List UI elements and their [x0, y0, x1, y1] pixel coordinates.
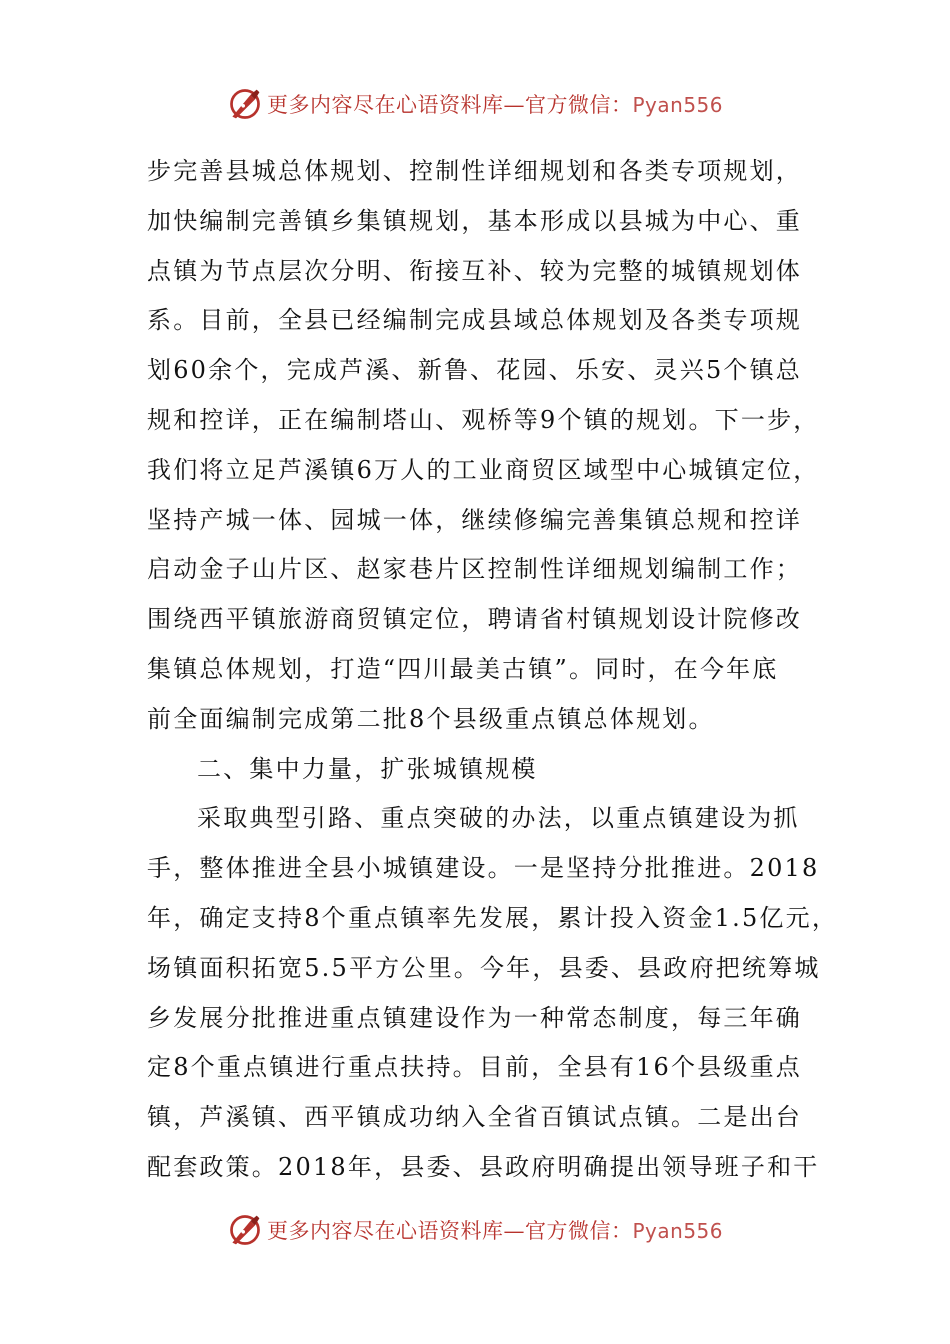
body-line: 规和控详，正在编制塔山、观桥等9个镇的规划。下一步，: [147, 405, 820, 434]
body-line: 点镇为节点层次分明、衔接互补、较为完整的城镇规划体: [147, 256, 802, 285]
section-heading: 二、集中力量，扩张城镇规模: [197, 754, 538, 783]
body-line: 镇，芦溪镇、西平镇成功纳入全省百镇试点镇。二是出台: [147, 1103, 802, 1132]
body-line: 围绕西平镇旅游商贸镇定位，聘请省村镇规划设计院修改: [147, 605, 802, 634]
header-watermark-text: 更多内容尽在心语资料库—官方微信：Pyan556: [266, 93, 723, 117]
body-line: 定8个重点镇进行重点扶持。目前，全县有16个县级重点: [147, 1053, 803, 1082]
body-line: 我们将立足芦溪镇6万人的工业商贸区域型中心城镇定位，: [147, 455, 820, 484]
body-line: 年，确定支持8个重点镇率先发展，累计投入资金1.5亿元，: [147, 903, 839, 932]
body-line: 系。目前，全县已经编制完成县域总体规划及各类专项规: [147, 306, 802, 335]
body-line: 集镇总体规划，打造“四川最美古镇”。同时，在今年底: [147, 654, 779, 683]
body-line: 坚持产城一体、园城一体，继续修编完善集镇总规和控详: [147, 505, 802, 534]
document-body: [147, 147, 839, 1193]
body-line: 划60余个，完成芦溪、新鲁、花园、乐安、灵兴5个镇总: [147, 356, 803, 385]
pen-nib-logo-icon: [227, 1212, 263, 1248]
body-line: 加快编制完善镇乡集镇规划，基本形成以县城为中心、重: [147, 206, 802, 235]
body-line: 场镇面积拓宽5.5平方公里。今年，县委、县政府把统筹城: [147, 953, 821, 982]
body-line: 配套政策。2018年，县委、县政府明确提出领导班子和干: [147, 1152, 820, 1181]
body-line: 前全面编制完成第二批8个县级重点镇总体规划。: [147, 704, 715, 733]
pen-nib-logo-icon: [227, 86, 263, 122]
body-line: 步完善县城总体规划、控制性详细规划和各类专项规划，: [147, 157, 802, 185]
footer-watermark-text: 更多内容尽在心语资料库—官方微信：Pyan556: [266, 1219, 723, 1243]
body-line: 采取典型引路、重点突破的办法，以重点镇建设为抓: [197, 804, 800, 833]
header-watermark: [0, 84, 950, 124]
footer-wechat-id: Pyan556: [632, 1219, 723, 1243]
body-line: 手，整体推进全县小城镇建设。一是坚持分批推进。2018: [147, 854, 820, 883]
footer-watermark: [0, 1210, 950, 1250]
header-wechat-id: Pyan556: [632, 93, 723, 117]
body-line: 启动金子山片区、赵家巷片区控制性详细规划编制工作；: [147, 555, 802, 584]
body-line: 乡发展分批推进重点镇建设作为一种常态制度，每三年确: [147, 1003, 802, 1032]
